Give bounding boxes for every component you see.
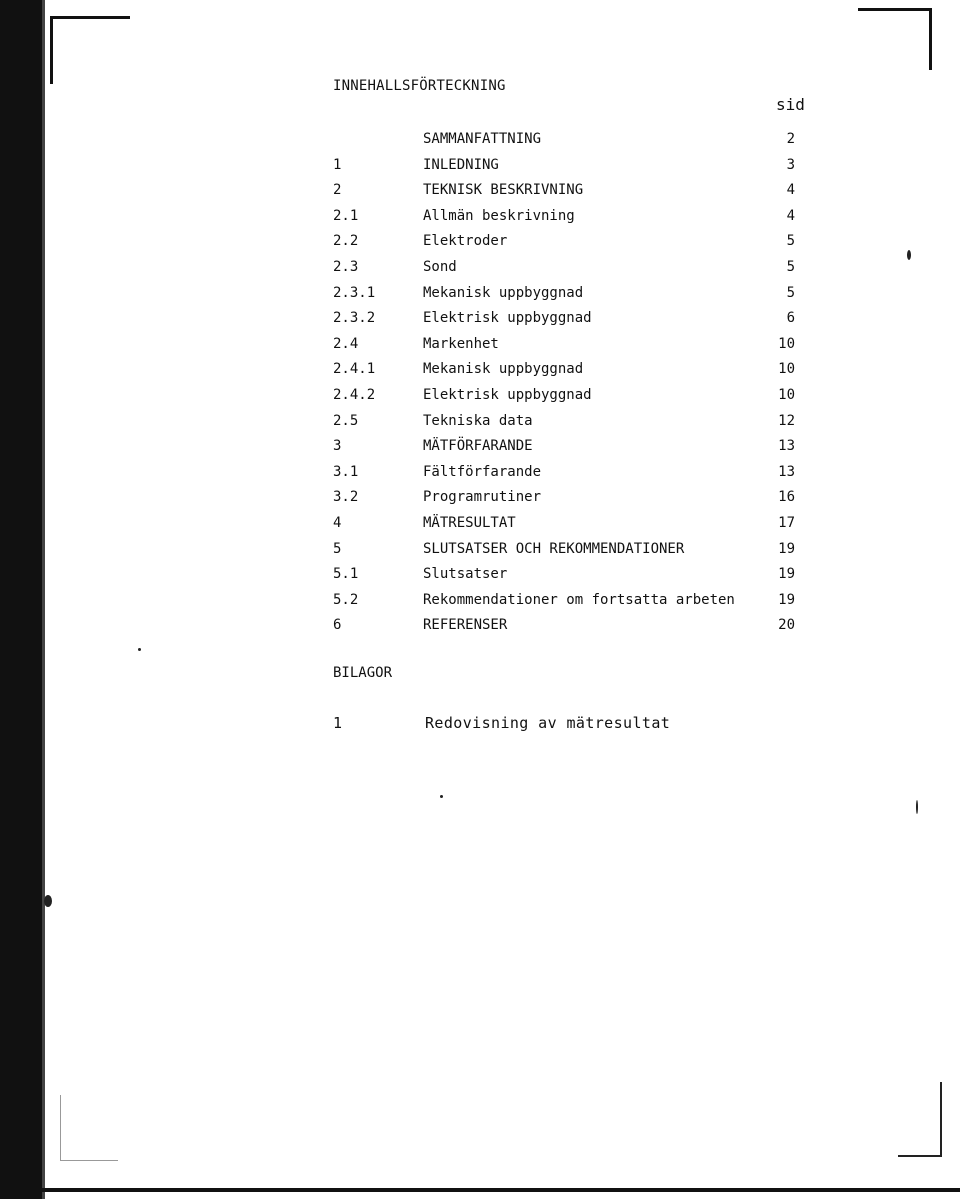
page-column-header: sid xyxy=(776,95,805,114)
toc-entry-number: 1 xyxy=(333,156,342,173)
toc-entry-number: 2.4 xyxy=(333,335,359,352)
toc-entry-number: 2 xyxy=(333,182,342,199)
toc-entry-page: 20 xyxy=(778,617,795,634)
toc-entry-number: 2.4.2 xyxy=(333,386,376,403)
toc-entry xyxy=(333,229,823,255)
toc-entry xyxy=(333,357,823,383)
toc-entry xyxy=(333,204,823,230)
toc-entry-number: 2.1 xyxy=(333,207,359,224)
scan-bottom-border xyxy=(0,1188,960,1192)
toc-entry-title: Fältförfarande xyxy=(423,463,542,480)
toc-entry-title: REFERENSER xyxy=(423,617,508,634)
toc-entry-title: SLUTSATSER OCH REKOMMENDATIONER xyxy=(423,540,685,557)
toc-entry-page: 13 xyxy=(778,438,795,455)
toc-entry-title: TEKNISK BESKRIVNING xyxy=(423,182,584,199)
toc-entry-title: SAMMANFATTNING xyxy=(423,131,542,147)
toc-entry-page: 4 xyxy=(786,207,795,224)
toc-entry xyxy=(333,281,823,307)
toc-entry xyxy=(333,255,823,281)
toc-entry-page: 19 xyxy=(778,591,795,608)
toc-entry-page: 10 xyxy=(778,335,795,352)
toc-entry-page: 12 xyxy=(778,412,795,429)
toc-entry-title: Tekniska data xyxy=(423,412,533,429)
toc-entry-number: 6 xyxy=(333,617,342,634)
toc-entry xyxy=(333,562,823,588)
crop-mark-top-left xyxy=(50,16,130,19)
toc-entry-title: Markenhet xyxy=(423,335,499,352)
toc-entry-page: 13 xyxy=(778,463,795,480)
toc-entry-title: MÄTFÖRFARANDE xyxy=(423,438,533,455)
toc-entry-page: 2 xyxy=(786,131,795,147)
crop-mark-bottom-left xyxy=(60,1160,118,1161)
toc-entry-page: 19 xyxy=(778,540,795,557)
toc-entry xyxy=(333,332,823,358)
toc-entry-page: 19 xyxy=(778,566,795,583)
toc-entry-page: 10 xyxy=(778,361,795,378)
toc-entry-page: 10 xyxy=(778,386,795,403)
scan-speck xyxy=(907,250,911,260)
toc-entry xyxy=(333,537,823,563)
table-of-contents xyxy=(333,127,823,639)
scan-speck xyxy=(138,648,141,651)
toc-entry xyxy=(333,178,823,204)
appendix-entry xyxy=(333,714,823,738)
toc-entry-page: 17 xyxy=(778,514,795,531)
toc-entry-title: Allmän beskrivning xyxy=(423,207,575,224)
toc-entry-page: 4 xyxy=(786,182,795,199)
toc-entry-number: 5 xyxy=(333,540,342,557)
scan-speck xyxy=(44,895,52,907)
toc-entry-page: 5 xyxy=(786,284,795,301)
crop-mark-top-right-vertical xyxy=(929,8,932,70)
toc-entry-number: 2.5 xyxy=(333,412,359,429)
scan-left-border xyxy=(0,0,42,1199)
toc-entry-page: 16 xyxy=(778,489,795,506)
toc-entry-number: 2.3.2 xyxy=(333,310,376,327)
toc-entry-number: 5.2 xyxy=(333,591,359,608)
toc-entry-title: Elektrisk uppbyggnad xyxy=(423,310,592,327)
toc-entry-number: 2.4.1 xyxy=(333,361,376,378)
toc-entry-title: INLEDNING xyxy=(423,156,499,173)
toc-entry-number: 5.1 xyxy=(333,566,359,583)
toc-entry-title: Sond xyxy=(423,258,457,275)
toc-entry-number: 2.3.1 xyxy=(333,284,376,301)
toc-entry xyxy=(333,460,823,486)
toc-entry xyxy=(333,511,823,537)
toc-entry-number: 3.1 xyxy=(333,463,359,480)
toc-entry xyxy=(333,383,823,409)
toc-entry-page: 6 xyxy=(786,310,795,327)
toc-entry-title: Rekommendationer om fortsatta arbeten xyxy=(423,591,735,608)
toc-entry-title: Mekanisk uppbyggnad xyxy=(423,361,584,378)
scan-speck xyxy=(440,795,443,798)
toc-entry xyxy=(333,434,823,460)
toc-entry xyxy=(333,588,823,614)
toc-entry xyxy=(333,485,823,511)
toc-entry xyxy=(333,306,823,332)
appendix-entry-number: 1 xyxy=(333,714,343,732)
toc-entry-title: Mekanisk uppbyggnad xyxy=(423,284,584,301)
toc-entry-title: Slutsatser xyxy=(423,566,508,583)
toc-entry-page: 5 xyxy=(786,258,795,275)
toc-entry-title: Elektrisk uppbyggnad xyxy=(423,386,592,403)
scan-speck xyxy=(916,800,918,814)
toc-entry-title: MÄTRESULTAT xyxy=(423,514,516,531)
toc-entry-page: 5 xyxy=(786,233,795,250)
toc-entry-title: Elektroder xyxy=(423,233,508,250)
crop-mark-bottom-right-vertical xyxy=(940,1082,942,1156)
toc-entry-number: 3 xyxy=(333,438,342,455)
appendix-heading: BILAGOR xyxy=(333,665,393,681)
toc-entry-number: 2.2 xyxy=(333,233,359,250)
crop-mark-bottom-left-vertical xyxy=(60,1095,61,1161)
crop-mark-top-right xyxy=(858,8,932,11)
document-title: INNEHALLSFÖRTECKNING xyxy=(333,78,506,94)
toc-entry xyxy=(333,409,823,435)
toc-entry xyxy=(333,127,823,153)
toc-entry-title: Programrutiner xyxy=(423,489,542,506)
toc-entry xyxy=(333,613,823,639)
toc-entry-number: 2.3 xyxy=(333,258,359,275)
crop-mark-bottom-right xyxy=(898,1155,942,1157)
toc-entry xyxy=(333,153,823,179)
scan-left-border-edge xyxy=(42,0,45,1199)
appendix-entry-title: Redovisning av mätresultat xyxy=(425,714,671,732)
toc-entry-page: 3 xyxy=(786,156,795,173)
toc-entry-number: 3.2 xyxy=(333,489,359,506)
toc-entry-number: 4 xyxy=(333,514,342,531)
crop-mark-top-left-vertical xyxy=(50,16,53,84)
